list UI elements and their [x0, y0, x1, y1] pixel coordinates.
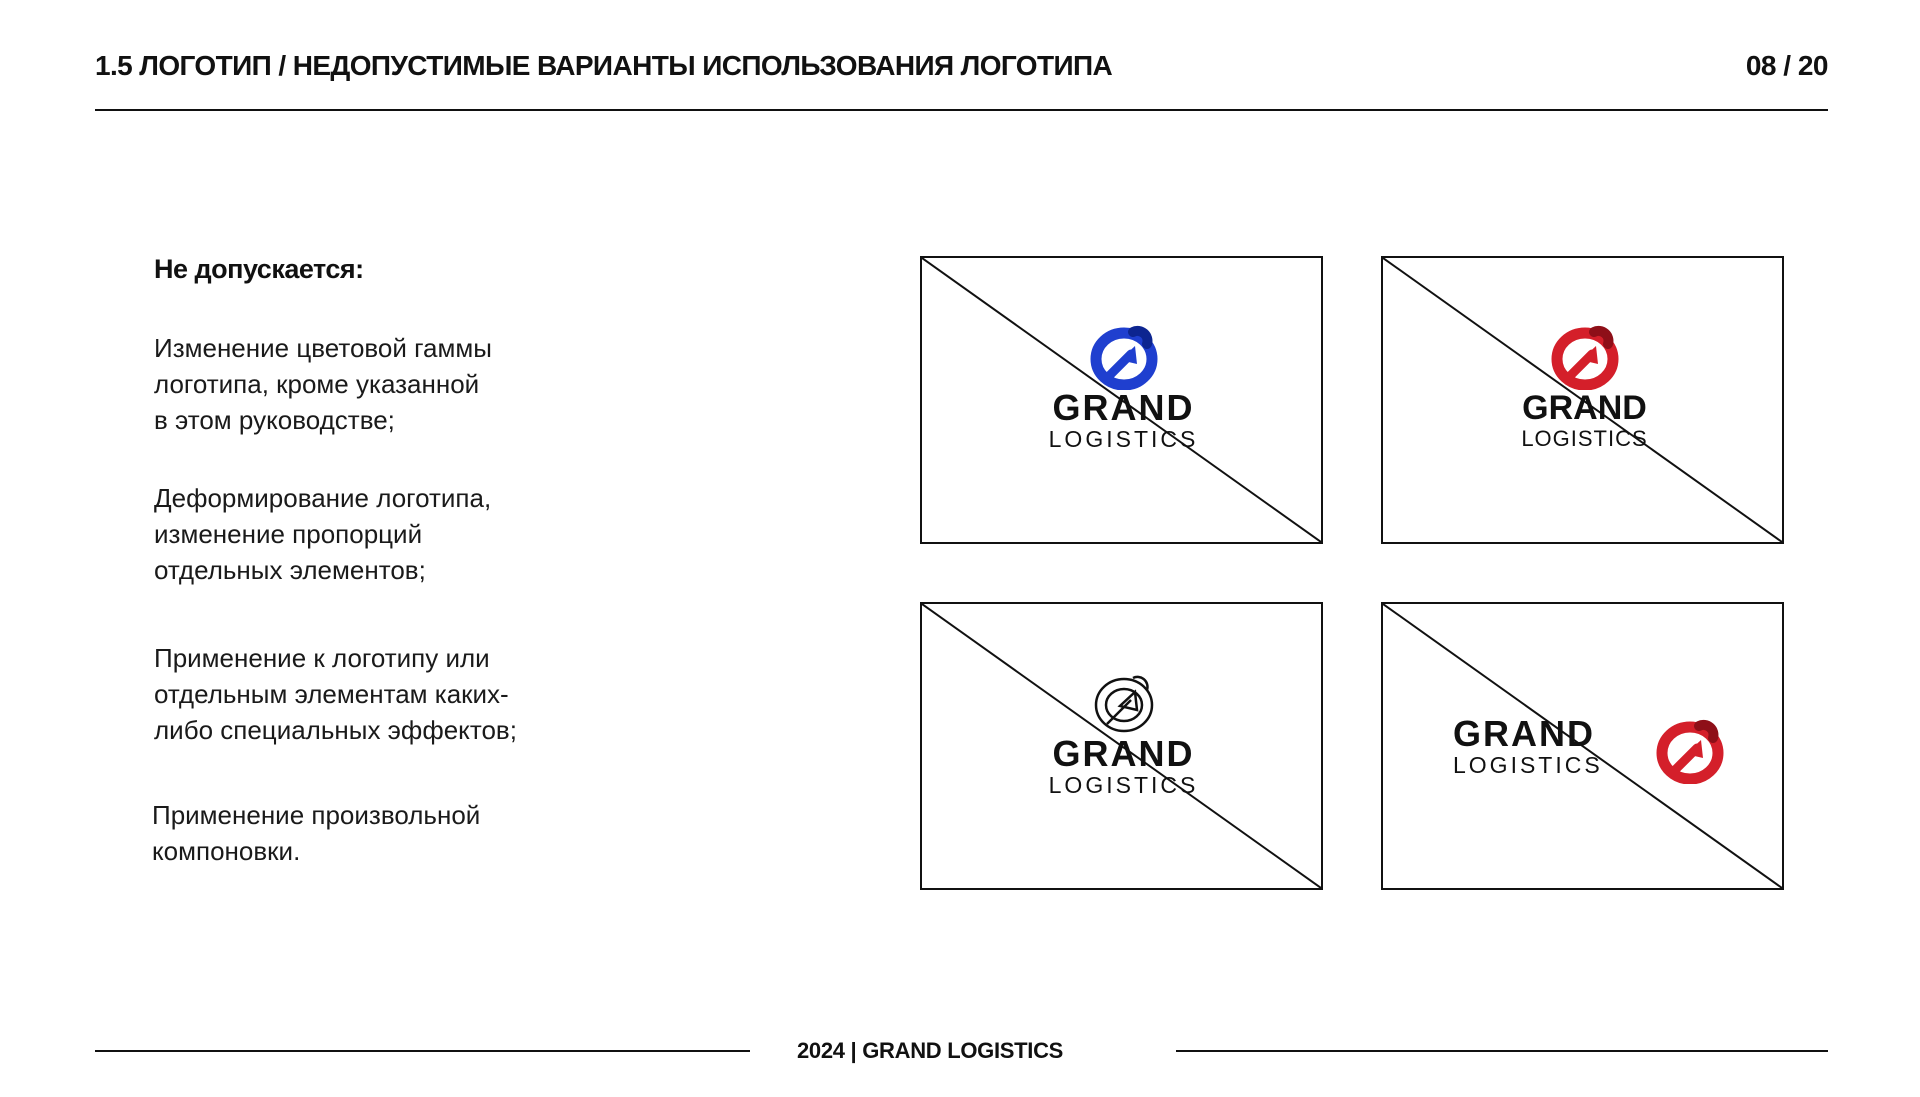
- logo-wordmark-logistics: LOGISTICS: [1048, 426, 1199, 452]
- cross-out-line: [922, 258, 1321, 542]
- rule-item-effects: Применение к логотипу или отдельным элементам каких- либо специальных эффектов;: [154, 643, 517, 745]
- example-card-wrong-color: [920, 256, 1323, 544]
- example-card-effects: [920, 602, 1323, 890]
- logo-wordmark-grand: GRAND: [1522, 389, 1647, 427]
- rule-item-layout: Применение произвольной компоновки.: [152, 800, 481, 866]
- footer-text: 2024 | GRAND LOGISTICS: [797, 1038, 1064, 1063]
- cross-out-line: [1383, 258, 1782, 542]
- logo-wordmark-logistics: LOGISTICS: [1048, 772, 1199, 798]
- footer-divider-right: [1176, 1050, 1828, 1052]
- logo-wordmark-logistics: LOGISTICS: [1453, 752, 1603, 778]
- rules-section: [152, 254, 614, 866]
- logo-wordmark-logistics: LOGISTICS: [1521, 426, 1648, 451]
- header-divider: [95, 109, 1828, 111]
- cross-out-line: [922, 604, 1321, 888]
- page-number: 08 / 20: [1745, 50, 1828, 81]
- rules-heading: Не допускается:: [154, 254, 364, 284]
- example-card-arbitrary-layout: [1381, 602, 1784, 890]
- rule-item-color: Изменение цветовой гаммы логотипа, кроме указанной в этом руководстве;: [154, 333, 492, 435]
- example-card-deformed: [1381, 256, 1784, 544]
- logo-wordmark-grand: GRAND: [1052, 387, 1195, 428]
- cross-out-line: [1383, 604, 1782, 888]
- footer-divider-left: [95, 1050, 750, 1052]
- rule-item-deform: Деформирование логотипа, изменение пропорций отдельных элементов;: [154, 483, 492, 585]
- page-title: 1.5 ЛОГОТИП / НЕДОПУСТИМЫЕ ВАРИАНТЫ ИСПОЛЬЗОВАНИЯ ЛОГОТИПА: [95, 50, 1113, 81]
- logo-wordmark-grand: GRAND: [1052, 733, 1195, 774]
- logo-wordmark-grand: GRAND: [1453, 713, 1595, 754]
